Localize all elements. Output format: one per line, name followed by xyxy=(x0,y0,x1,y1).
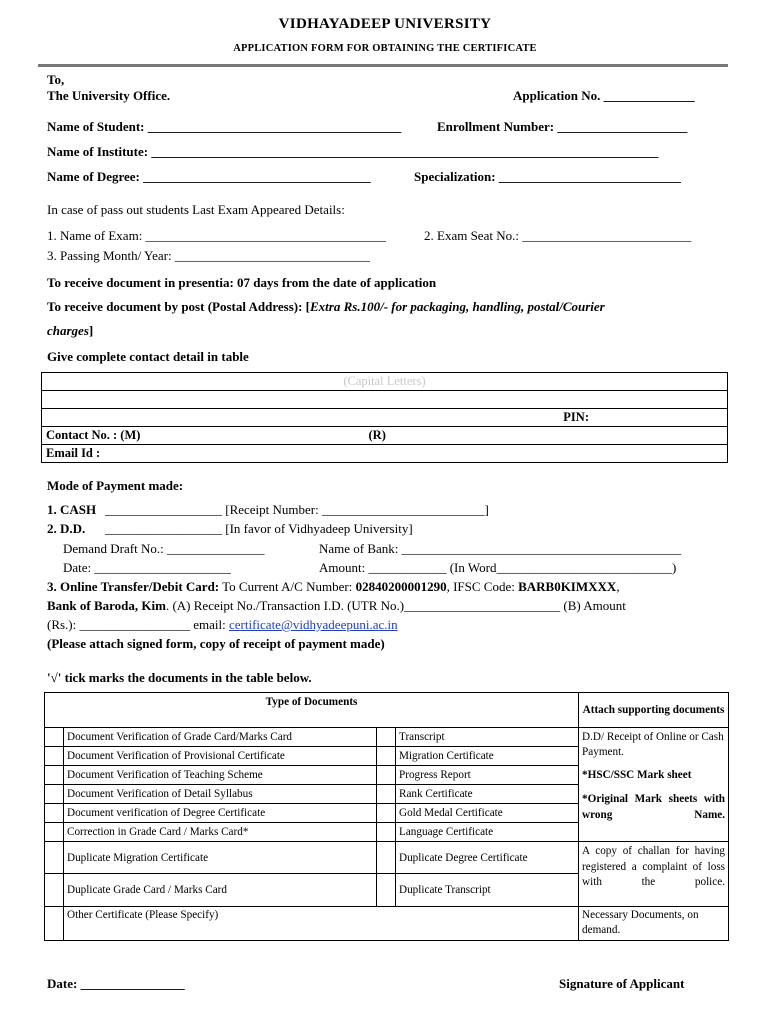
passing-month-field[interactable]: 3. Passing Month/ Year: ______________________________ xyxy=(47,248,370,263)
address-line-2[interactable] xyxy=(42,391,728,409)
contact-intro: Give complete contact detail in table xyxy=(47,349,249,364)
pass-out-intro: In case of pass out students Last Exam Appeared Details: xyxy=(47,202,345,217)
tick-box[interactable] xyxy=(45,842,64,874)
amount-rs-field[interactable]: (Rs.): _________________ email: xyxy=(47,617,229,632)
dd-label: 2. D.D. xyxy=(47,521,86,536)
tick-box[interactable] xyxy=(45,804,64,823)
email-row[interactable] xyxy=(42,445,728,463)
tick-box[interactable] xyxy=(45,785,64,804)
cash-receipt-field[interactable]: __________________ [Receipt Number: _________________________] xyxy=(105,502,489,517)
support-cell-verification xyxy=(579,728,729,842)
support-dd-receipt: D.D/ Receipt of Online or Cash Payment. xyxy=(582,731,724,758)
tick-box[interactable] xyxy=(377,842,396,874)
post-charges-line-2 xyxy=(47,323,93,339)
ifsc-label: , IFSC Code: xyxy=(446,579,519,594)
post-bracket-close: ] xyxy=(88,323,94,338)
doc-duplicate-degree: Duplicate Degree Certificate xyxy=(396,842,579,874)
demand-draft-no-field[interactable]: Demand Draft No.: _______________ xyxy=(63,541,265,556)
support-police-complaint: A copy of challan for having registered a complaint of loss with the police. xyxy=(579,842,729,907)
student-name-field[interactable]: Name of Student: _______________________________________ xyxy=(47,119,402,134)
address-line-1[interactable]: (Capital Letters) xyxy=(42,373,728,391)
doc-other-certificate[interactable]: Other Certificate (Please Specify) xyxy=(64,907,579,941)
doc-verification-degree: Document verification of Degree Certificate xyxy=(64,804,377,823)
tick-box[interactable] xyxy=(45,874,64,907)
receipt-line xyxy=(47,598,626,614)
doc-verification-grade-card: Document Verification of Grade Card/Marks Card xyxy=(64,728,377,747)
account-number: 02840200001290 xyxy=(355,579,447,594)
dd-favor-field[interactable]: __________________ [In favor of Vidhyadeep University] xyxy=(105,521,413,536)
enrollment-number-field[interactable]: Enrollment Number: ____________________ xyxy=(437,119,688,134)
tick-box[interactable] xyxy=(377,785,396,804)
presentia-note: To receive document in presentia: 07 days from the date of application xyxy=(47,275,437,290)
amount-email-line xyxy=(47,617,398,633)
support-necessary-docs: Necessary Documents, on demand. xyxy=(579,907,729,941)
certificate-email-link[interactable]: certificate@vidhyadeepuni.ac.in xyxy=(229,617,398,632)
header-divider xyxy=(38,64,728,67)
post-delivery-note xyxy=(47,299,605,315)
attach-note: (Please attach signed form, copy of receipt of payment made) xyxy=(47,636,385,651)
doc-progress-report: Progress Report xyxy=(396,766,579,785)
post-charges-note: Extra Rs.100/- for packaging, handling, postal/Courier xyxy=(310,299,605,314)
online-transfer-line xyxy=(47,579,620,595)
to-line: To, xyxy=(47,72,65,87)
tick-instruction: '√' tick marks the documents in the table below. xyxy=(47,670,312,685)
tick-box[interactable] xyxy=(377,766,396,785)
pin-label: PIN: xyxy=(563,410,589,424)
dd-amount-field[interactable]: Amount: ____________ (In Word___________________________) xyxy=(319,560,677,575)
application-no-field[interactable]: Application No. ______________ xyxy=(513,88,695,103)
doc-duplicate-transcript: Duplicate Transcript xyxy=(396,874,579,907)
date-field[interactable]: Date: ________________ xyxy=(47,976,185,991)
post-charges-word: charges xyxy=(47,323,89,338)
online-comma: , xyxy=(616,579,620,594)
support-original-marks: *Original Mark sheets with wrong Name. xyxy=(582,793,726,821)
ifsc-code: BARB0KIMXXX xyxy=(518,579,617,594)
doc-verification-teaching-scheme: Document Verification of Teaching Scheme xyxy=(64,766,377,785)
email-label: Email Id : xyxy=(46,446,101,460)
tick-box[interactable] xyxy=(377,747,396,766)
doc-language-certificate: Language Certificate xyxy=(396,823,579,842)
online-transfer-label: 3. Online Transfer/Debit Card: xyxy=(47,579,220,594)
doc-rank-certificate: Rank Certificate xyxy=(396,785,579,804)
receipt-utr-field[interactable]: . (A) Receipt No./Transaction I.D. (UTR No.)________________________ (B) Amount xyxy=(165,598,626,613)
office-line: The University Office. xyxy=(47,88,171,103)
address-line-3-pin[interactable] xyxy=(42,409,728,427)
doc-duplicate-grade-card: Duplicate Grade Card / Marks Card xyxy=(64,874,377,907)
specialization-field[interactable]: Specialization: ____________________________ xyxy=(414,169,681,184)
tick-box[interactable] xyxy=(377,804,396,823)
payment-heading: Mode of Payment made: xyxy=(47,478,184,493)
contact-details-table xyxy=(41,372,728,463)
tick-box[interactable] xyxy=(377,874,396,907)
tick-box[interactable] xyxy=(45,728,64,747)
online-to-text: To Current A/C Number: xyxy=(219,579,356,594)
exam-seat-field[interactable]: 2. Exam Seat No.: __________________________ xyxy=(424,228,692,243)
doc-correction-grade-card: Correction in Grade Card / Marks Card* xyxy=(64,823,377,842)
support-hsc-ssc: *HSC/SSC Mark sheet xyxy=(582,769,692,781)
residence-label: (R) xyxy=(368,428,386,442)
doc-verification-provisional: Document Verification of Provisional Certificate xyxy=(64,747,377,766)
doc-migration-certificate: Migration Certificate xyxy=(396,747,579,766)
tick-box[interactable] xyxy=(377,823,396,842)
mobile-label: Contact No. : (M) xyxy=(46,428,141,442)
tick-box[interactable] xyxy=(45,907,64,941)
degree-name-field[interactable]: Name of Degree: ___________________________________ xyxy=(47,169,371,184)
tick-box[interactable] xyxy=(377,728,396,747)
doc-duplicate-migration: Duplicate Migration Certificate xyxy=(64,842,377,874)
contact-number-row[interactable] xyxy=(42,427,728,445)
dd-date-field[interactable]: Date: _____________________ xyxy=(63,560,231,575)
attach-supporting-header: Attach supporting documents xyxy=(579,693,729,728)
bank-of-baroda: Bank of Baroda, Kim xyxy=(47,598,166,613)
doc-transcript: Transcript xyxy=(396,728,579,747)
tick-box[interactable] xyxy=(45,766,64,785)
tick-box[interactable] xyxy=(45,747,64,766)
form-title: APPLICATION FORM FOR OBTAINING THE CERTIFICATE xyxy=(233,43,537,54)
post-delivery-label: To receive document by post (Postal Address): [ xyxy=(47,299,311,314)
doc-verification-syllabus: Document Verification of Detail Syllabus xyxy=(64,785,377,804)
doc-gold-medal: Gold Medal Certificate xyxy=(396,804,579,823)
applicant-signature: Signature of Applicant xyxy=(559,976,685,991)
university-title: VIDHAYADEEP UNIVERSITY xyxy=(278,16,492,32)
documents-table xyxy=(44,692,729,941)
exam-name-field[interactable]: 1. Name of Exam: _____________________________________ xyxy=(47,228,387,243)
type-of-documents-header: Type of Documents xyxy=(45,693,579,728)
bank-name-field[interactable]: Name of Bank: ___________________________________________ xyxy=(319,541,682,556)
cash-label: 1. CASH xyxy=(47,502,97,517)
institute-name-field[interactable]: Name of Institute: ______________________________________________________________________________ xyxy=(47,144,659,159)
tick-box[interactable] xyxy=(45,823,64,842)
